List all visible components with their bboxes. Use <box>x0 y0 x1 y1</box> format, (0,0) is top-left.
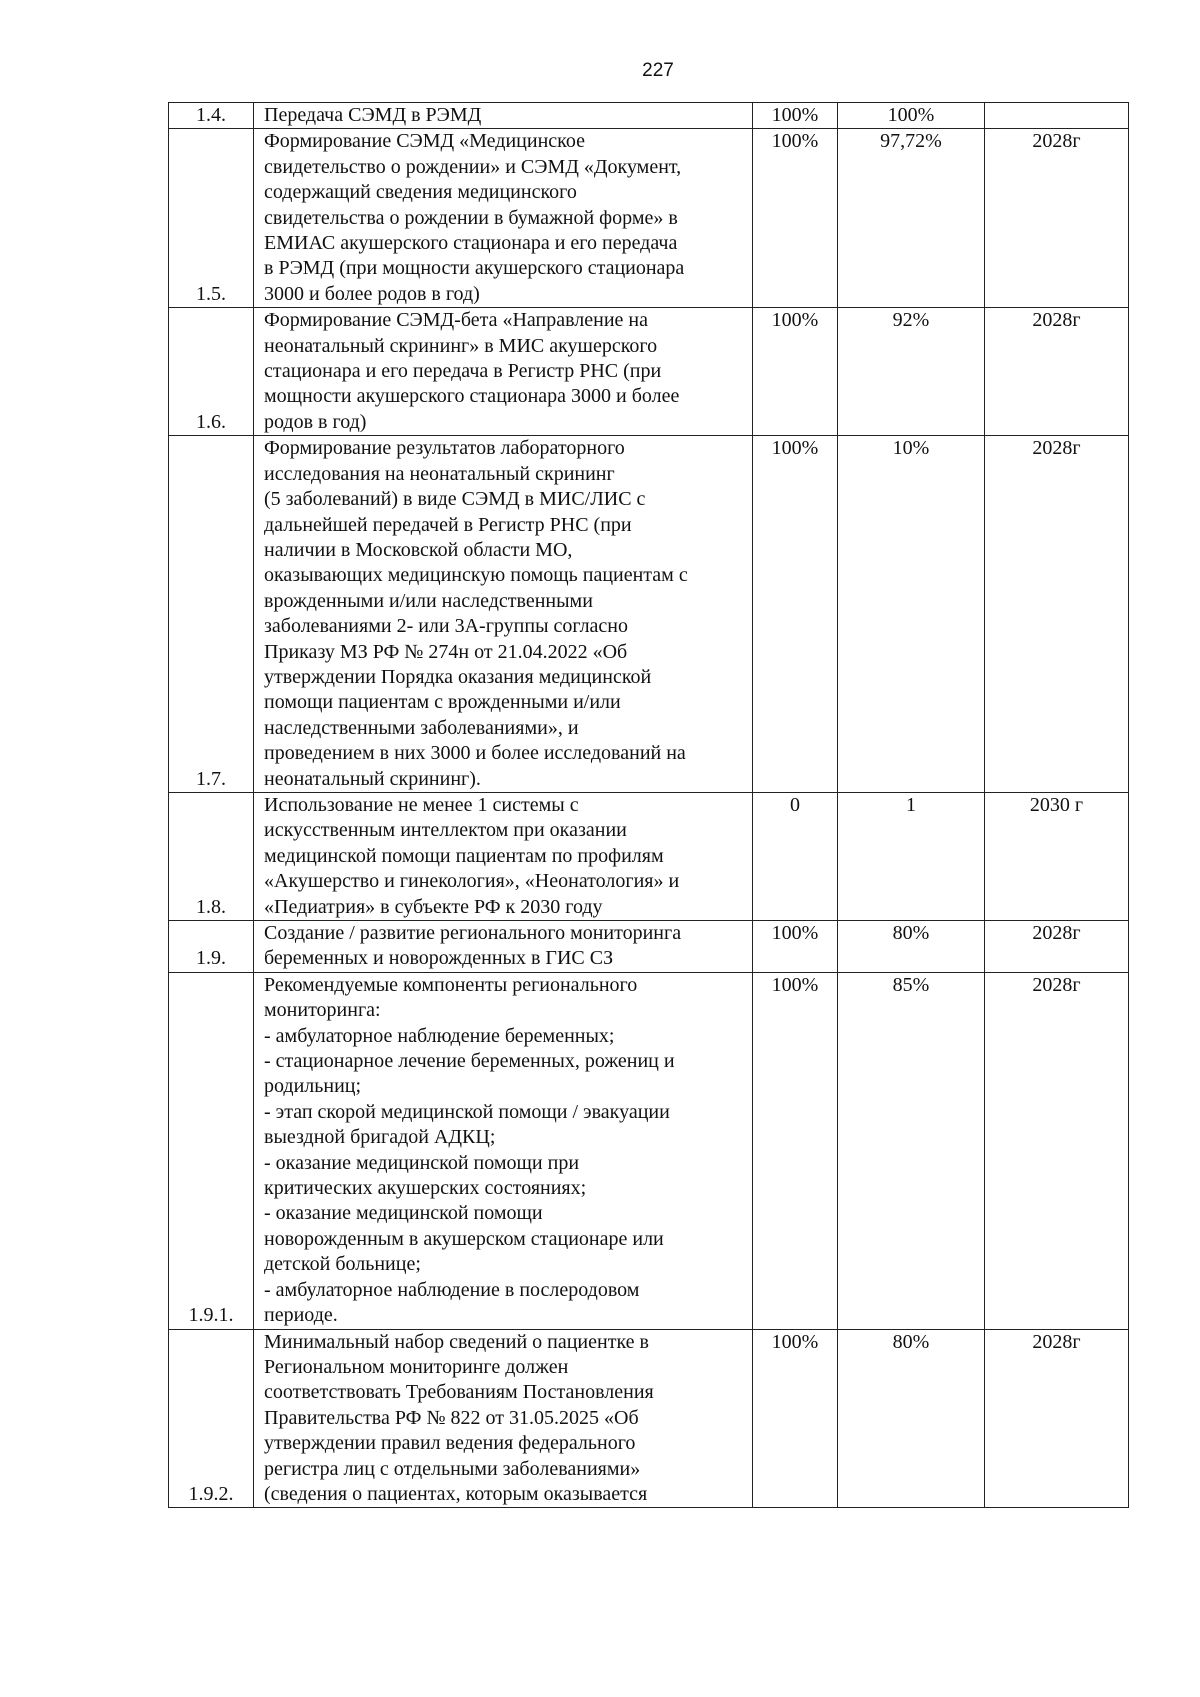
row-number: 1.9.1. <box>169 972 254 1329</box>
row-base-value: 100% <box>753 103 838 129</box>
row-description: Формирование СЭМД «Медицинское свидетельство о рождении» и СЭМД «Документ, содержащий сведения медицинского свидетельства о рождении в бумажной форме» в ЕМИАС акушерского стационара и его передача в РЭМД (при мощности акушерского стационара 3000 и более родов в год) <box>254 129 753 308</box>
row-base-value: 100% <box>753 972 838 1329</box>
row-target-value: 100% <box>838 103 985 129</box>
row-description: Формирование результатов лабораторного исследования на неонатальный скрининг (5 заболеваний) в виде СЭМД в МИС/ЛИС с дальнейшей передачей в Регистр РНС (при наличии в Московской области МО, оказывающих медицинскую помощь пациентам с врожденными и/или наследственными заболеваниями 2- или 3А-группы согласно Приказу МЗ РФ № 274н от 21.04.2022 «Об утверждении Порядка оказания медицинской помощи пациентам с врожденными и/или наследственными заболеваниями», и проведением в них 3000 и более исследований на неонатальный скрининг). <box>254 436 753 793</box>
row-description: Минимальный набор сведений о пациентке в Региональном мониторинге должен соответствовать Требованиям Постановления Правительства РФ № 822 от 31.05.2025 «Об утверждении правил ведения федерального регистра лиц с отдельными заболеваниями» (сведения о пациентах, которым оказывается <box>254 1329 753 1508</box>
row-deadline: 2028г <box>985 921 1129 973</box>
row-base-value: 0 <box>753 792 838 920</box>
row-deadline: 2028г <box>985 436 1129 793</box>
row-number: 1.8. <box>169 792 254 920</box>
row-deadline: 2028г <box>985 1329 1129 1508</box>
row-target-value: 85% <box>838 972 985 1329</box>
row-target-value: 1 <box>838 792 985 920</box>
row-deadline <box>985 103 1129 129</box>
row-base-value: 100% <box>753 436 838 793</box>
row-number: 1.5. <box>169 129 254 308</box>
table-row <box>169 129 1129 308</box>
row-number: 1.7. <box>169 436 254 793</box>
indicators-table <box>168 102 1129 1508</box>
row-target-value: 92% <box>838 308 985 436</box>
page-number: 227 <box>642 60 674 81</box>
row-description: Рекомендуемые компоненты регионального мониторинга: - амбулаторное наблюдение беременных; - стационарное лечение беременных, рожениц и родильниц; - этап скорой медицинской помощи / эвакуации выездной бригадой АДКЦ; - оказание медицинской помощи при критических акушерских состояниях; - оказание медицинской помощи новорожденным в акушерском стационаре или детской больнице; - амбулаторное наблюдение в послеродовом периоде. <box>254 972 753 1329</box>
table-row <box>169 921 1129 973</box>
table-row <box>169 308 1129 436</box>
row-base-value: 100% <box>753 921 838 973</box>
row-target-value: 10% <box>838 436 985 793</box>
row-number: 1.4. <box>169 103 254 129</box>
row-base-value: 100% <box>753 308 838 436</box>
row-description: Передача СЭМД в РЭМД <box>254 103 753 129</box>
table-row <box>169 972 1129 1329</box>
row-description: Создание / развитие регионального мониторинга беременных и новорожденных в ГИС СЗ <box>254 921 753 973</box>
row-deadline: 2028г <box>985 308 1129 436</box>
row-target-value: 80% <box>838 921 985 973</box>
row-deadline: 2028г <box>985 129 1129 308</box>
table-row <box>169 103 1129 129</box>
table-row <box>169 1329 1129 1508</box>
row-deadline: 2030 г <box>985 792 1129 920</box>
row-description: Использование не менее 1 системы с искусственным интеллектом при оказании медицинской помощи пациентам по профилям «Акушерство и гинекология», «Неонатология» и «Педиатрия» в субъекте РФ к 2030 году <box>254 792 753 920</box>
row-base-value: 100% <box>753 1329 838 1508</box>
row-number: 1.9. <box>169 921 254 973</box>
row-target-value: 97,72% <box>838 129 985 308</box>
row-description: Формирование СЭМД-бета «Направление на неонатальный скрининг» в МИС акушерского стационара и его передача в Регистр РНС (при мощности акушерского стационара 3000 и более родов в год) <box>254 308 753 436</box>
row-base-value: 100% <box>753 129 838 308</box>
table-row <box>169 792 1129 920</box>
row-target-value: 80% <box>838 1329 985 1508</box>
table-row <box>169 436 1129 793</box>
row-number: 1.6. <box>169 308 254 436</box>
row-number: 1.9.2. <box>169 1329 254 1508</box>
row-deadline: 2028г <box>985 972 1129 1329</box>
